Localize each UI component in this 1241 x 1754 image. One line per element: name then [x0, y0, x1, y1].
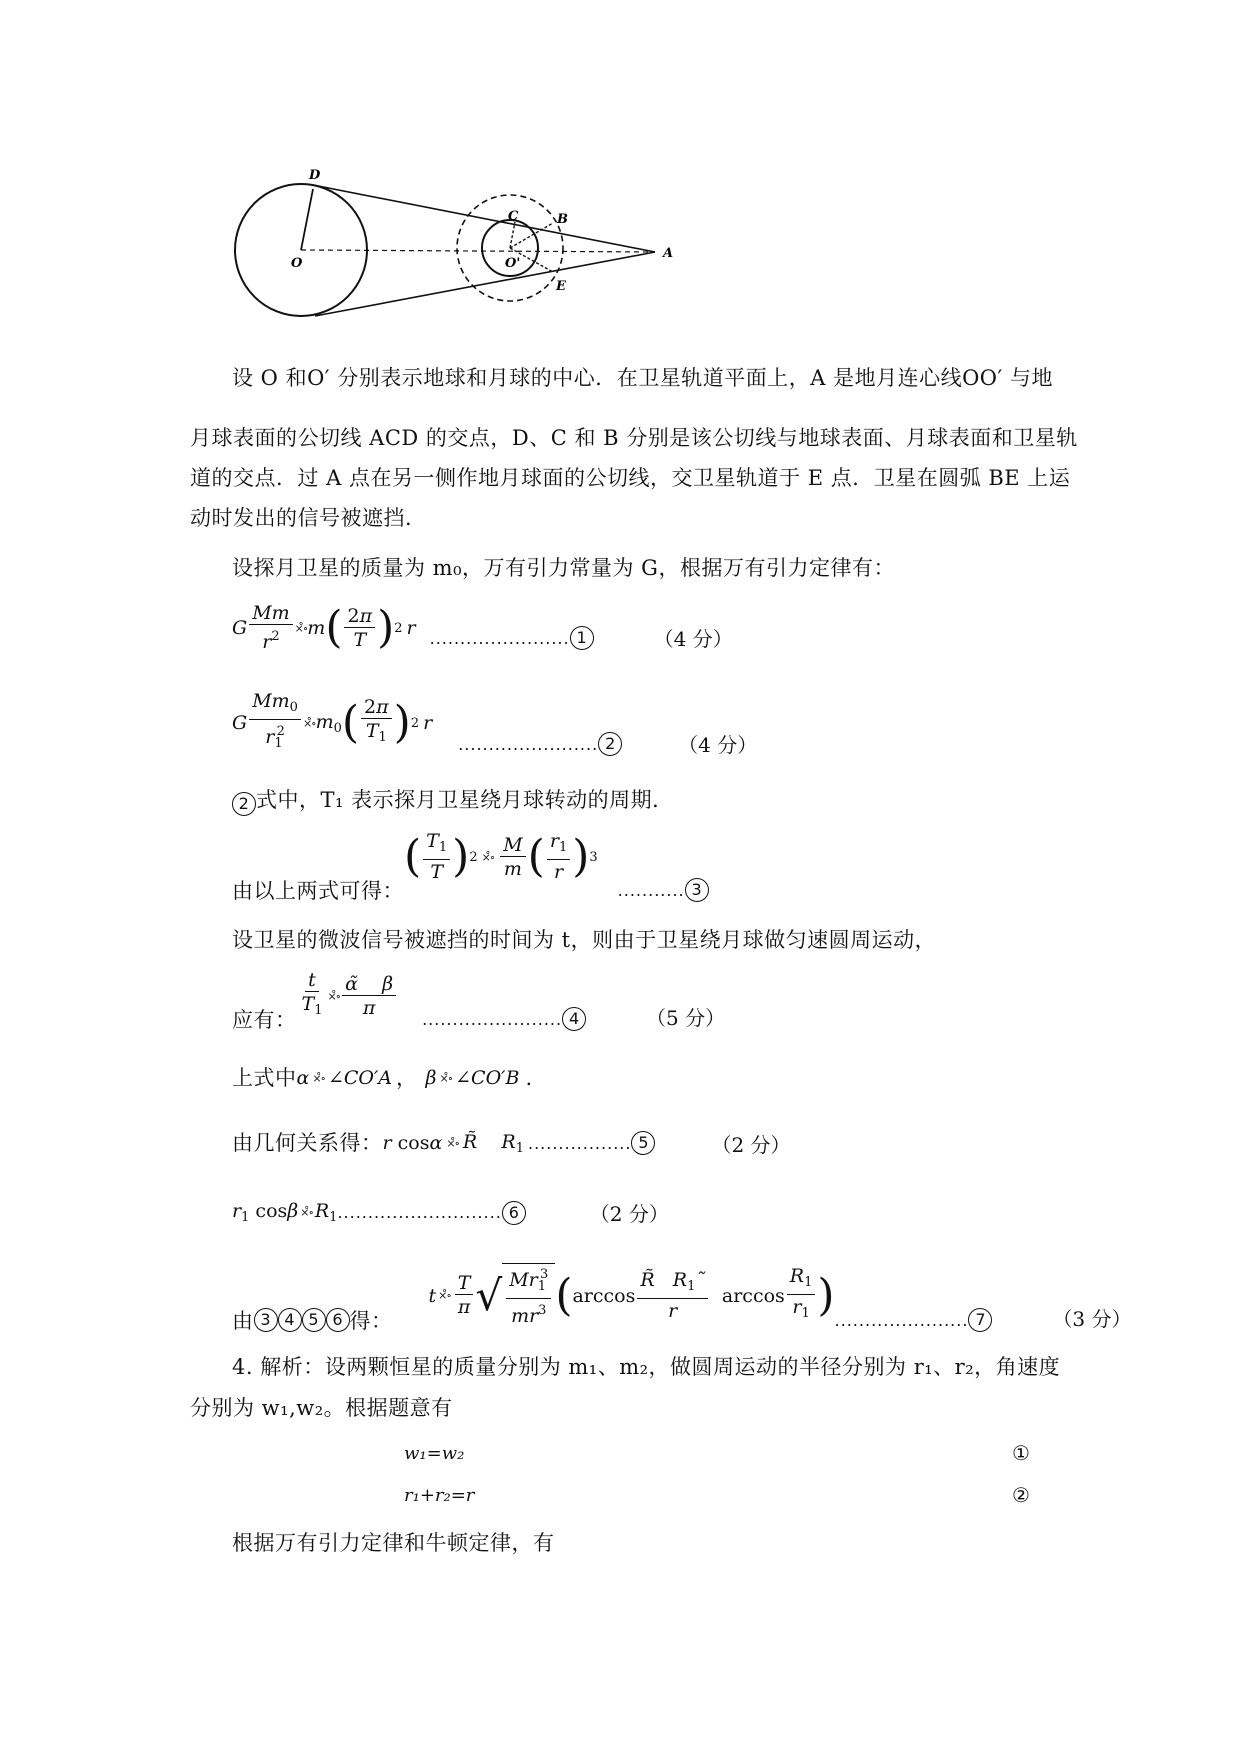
eq1-dots: .......................: [429, 629, 570, 648]
eq4-score: （5 分）: [646, 1006, 726, 1030]
angle-definitions: 上式中 α ×̊∘ ∠ CO′A ， β ×̊∘ ∠ CO′B .: [232, 1066, 533, 1090]
note-2: 2 式中，T₁ 表示探月卫星绕月球转动的周期．: [232, 785, 674, 816]
label-D: D: [309, 168, 321, 183]
label-E: E: [556, 279, 566, 294]
eq2-score: （4 分）: [678, 733, 758, 757]
equation-7: 由 3 4 5 6 得： t ×̊∘ $\frac{T}{\pi}$ √ $\frac{Mr_1^3}{mr^3}$ ( arccos $\frac{R̃ R_1˜}{r}$ arccos $\frac{R_1}{r_1}$ ) ...................... 7 （3 分）: [232, 1265, 1132, 1333]
eq4-prefix: 应有：: [232, 1008, 297, 1032]
para1-line1: 设 O 和O′ 分别表示地球和月球的中心．在卫星轨道平面上，A 是地月连心线OO′ 与地: [232, 366, 1053, 390]
sec4-eq-b-number: ②: [1012, 1483, 1030, 1507]
para1-line3: 道的交点．过 A 点在另一侧作地月球面的公切线，交卫星轨道于 E 点．卫星在圆弧 BE 上运: [190, 466, 1071, 490]
equals-glyph: ×̊∘: [294, 621, 308, 635]
eq1-score: （4 分）: [653, 627, 733, 651]
para1-line2: 月球表面的公切线 ACD 的交点，D、C 和 B 分别是该公切线与地球表面、月球表面和卫星轨: [190, 426, 1078, 450]
sec4-eq-b: r₁+r₂=r: [404, 1485, 475, 1506]
label-C: C: [508, 209, 519, 224]
equation-3: 由以上两式可得： ( $\frac{T_1}{T}$ ) 2 ×̊∘ $\frac{M}{m}$ ( $\frac{r_1}{r}$ ) 3 ........... 3: [232, 826, 709, 906]
equation-1: G $\frac{Mm}{r^2}$ ×̊∘ m ( $\frac{2\pi}{T}$ ) 2 r ....................... 1 （4 分）: [232, 602, 733, 653]
sec4-line3: 根据万有引力定律和牛顿定律，有: [232, 1531, 555, 1555]
equals-glyph: ×̊∘: [302, 716, 316, 730]
para2: 设探月卫星的质量为 m₀，万有引力常量为 G，根据万有引力定律有：: [232, 556, 895, 580]
para3: 设卫星的微波信号被遮挡的时间为 t，则由于卫星绕月球做匀速圆周运动，: [232, 928, 937, 952]
sec4-line2: 分别为 w₁,w₂。根据题意有: [190, 1396, 453, 1420]
label-O-prime: O': [505, 256, 521, 271]
sec4-line1: 4. 解析：设两颗恒星的质量分别为 m₁、m₂，做圆周运动的半径分别为 r₁、r₂，角速度: [232, 1355, 1061, 1379]
eq3-dots: ...........: [617, 881, 685, 900]
equation-5: 由几何关系得： r cosα ×̊∘ R̃ $R_1$ ................. 5 （2 分）: [232, 1130, 791, 1157]
eq3-prefix: 由以上两式可得：: [232, 879, 404, 903]
label-B: B: [557, 212, 568, 227]
sec4-eq-a-number: ①: [1012, 1441, 1030, 1465]
sec4-eq-a: w₁=w₂: [404, 1443, 465, 1464]
eq4-dots: .......................: [422, 1010, 563, 1029]
label-A: A: [663, 246, 674, 261]
eq3-number: 3: [685, 878, 709, 902]
eq2-dots: .......................: [458, 735, 599, 754]
equation-4: 应有： $\frac{t}{T_1}$ ×̊∘ $\frac{\alphã \beta}{\pi}$ ....................... 4 （5 分）: [232, 965, 725, 1035]
orbit-diagram: [225, 160, 685, 320]
para1-line4: 动时发出的信号被遮挡．: [190, 506, 427, 530]
label-O: O: [291, 256, 303, 271]
equation-2: G $\frac{Mm_0}{r_1^2}$ ×̊∘ $m_0$ ( $\frac{2\pi}{T_1}$ ) 2 r ....................... 2 （4 分）: [232, 690, 758, 757]
eq1-number: 1: [570, 626, 594, 650]
eq4-number: 4: [562, 1007, 586, 1031]
equation-6: $r_1$ cosβ ×̊∘ $R_1$ ........................... 6 （2 分）: [232, 1200, 669, 1226]
eq2-number: 2: [598, 732, 622, 756]
